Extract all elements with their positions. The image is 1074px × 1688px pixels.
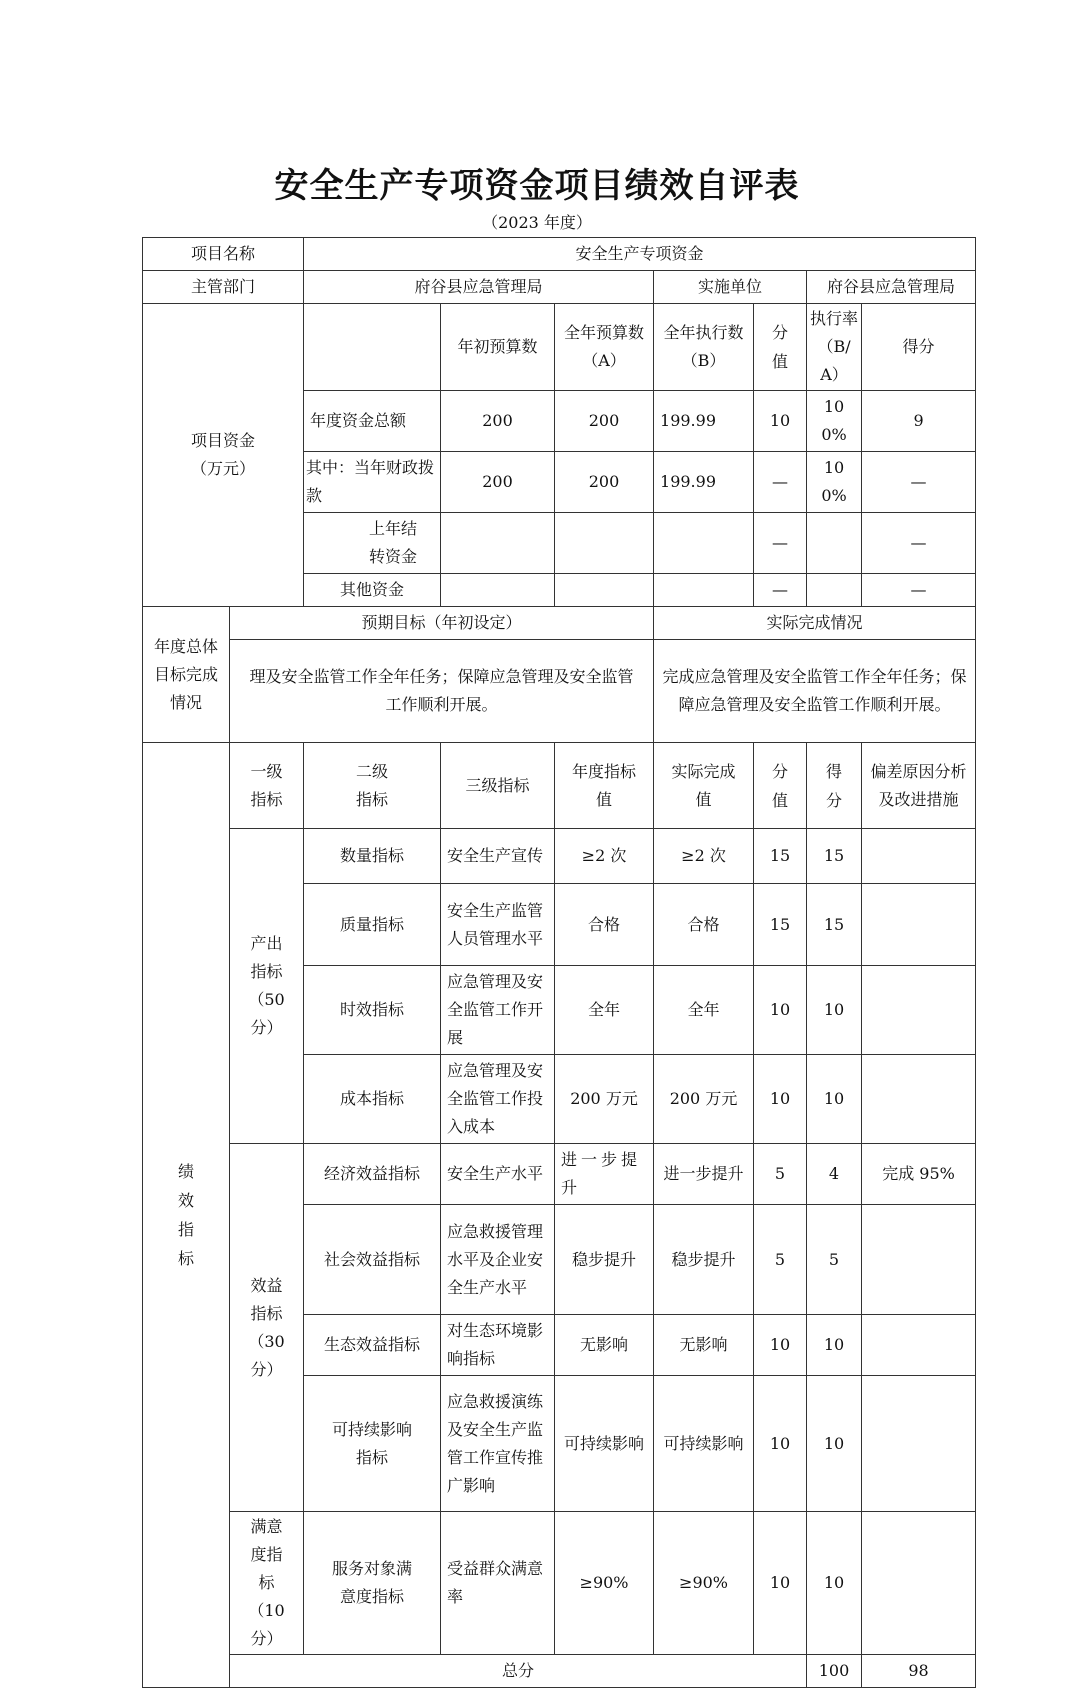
page-title: 安全生产专项资金项目绩效自评表	[274, 166, 800, 206]
perf-l3: 应急管理及安全监管工作开展	[441, 966, 555, 1055]
perf-score: 10	[807, 966, 862, 1055]
perf-actual: 稳步提升	[654, 1205, 754, 1315]
funds-cell: —	[754, 513, 807, 574]
perf-l2: 生态效益指标	[304, 1315, 441, 1376]
perf-weight: 10	[754, 1315, 807, 1376]
perf-actual: 无影响	[654, 1315, 754, 1376]
funds-header-score: 得分	[862, 304, 976, 391]
goals-label-text: 年度总体目标完成情况	[153, 636, 218, 712]
perf-note	[862, 884, 976, 966]
perf-weight: 15	[754, 884, 807, 966]
funds-header-rate: 执行率（B/A）	[807, 304, 862, 391]
dept-row	[143, 271, 976, 304]
perf-note	[862, 1205, 976, 1315]
perf-l3: 安全生产宣传	[441, 829, 555, 884]
goals-actual-header: 实际完成情况	[654, 607, 976, 640]
dept-value: 府谷县应急管理局	[304, 271, 654, 304]
goals-expected-text: 理及安全监管工作全年任务；保障应急管理及安全监管工作顺利开展。	[230, 640, 654, 743]
perf-group-satisfaction-text: 满意度指标（10分）	[248, 1517, 285, 1648]
funds-cell: 200	[441, 391, 555, 452]
perf-l3: 应急救援演练及安全生产监管工作宣传推广影响	[441, 1376, 555, 1512]
total-score: 98	[862, 1655, 976, 1688]
perf-row	[143, 1144, 976, 1205]
perf-header-l1-text: 一级指标	[250, 761, 283, 809]
funds-cell: 200	[441, 452, 555, 513]
perf-row	[143, 1512, 976, 1655]
perf-actual: 200 万元	[654, 1055, 754, 1144]
perf-header-l2-text: 二级指标	[356, 761, 389, 809]
funds-cell: 100%	[807, 391, 862, 452]
perf-target: 进一步提升	[555, 1144, 654, 1205]
perf-l2: 成本指标	[304, 1055, 441, 1144]
funds-cell	[807, 513, 862, 574]
perf-l2	[304, 1512, 441, 1655]
goals-header-row	[143, 607, 976, 640]
funds-cell: —	[862, 452, 976, 513]
perf-score: 10	[807, 1055, 862, 1144]
funds-label-text: 项目资金（万元）	[190, 431, 255, 478]
perf-target: 全年	[555, 966, 654, 1055]
perf-target: 稳步提升	[555, 1205, 654, 1315]
perf-note	[862, 966, 976, 1055]
perf-weight: 10	[754, 1512, 807, 1655]
perf-header-actual-text: 实际完成值	[671, 761, 736, 809]
funds-header-initial: 年初预算数	[441, 304, 555, 391]
funds-cell	[555, 574, 654, 607]
perf-target: 无影响	[555, 1315, 654, 1376]
perf-weight: 10	[754, 966, 807, 1055]
perf-note	[862, 829, 976, 884]
perf-header-target	[555, 743, 654, 829]
perf-actual: 可持续影响	[654, 1376, 754, 1512]
total-weight: 100	[807, 1655, 862, 1688]
self-evaluation-table	[142, 237, 976, 1688]
perf-l2-text: 可持续影响指标	[332, 1419, 413, 1467]
funds-cell	[555, 513, 654, 574]
funds-cell: 10	[754, 391, 807, 452]
goals-actual-text: 完成应急管理及安全监管工作全年任务；保障应急管理及安全监管工作顺利开展。	[654, 640, 976, 743]
total-row	[143, 1655, 976, 1688]
funds-cell: 199.99	[654, 391, 754, 452]
perf-actual: ≥2 次	[654, 829, 754, 884]
funds-header-weight-text: 分值	[772, 323, 789, 371]
perf-weight: 5	[754, 1205, 807, 1315]
perf-target: 可持续影响	[555, 1376, 654, 1512]
unit-value: 府谷县应急管理局	[807, 271, 976, 304]
perf-actual: ≥90%	[654, 1512, 754, 1655]
funds-cell	[807, 574, 862, 607]
funds-row-name: 年度资金总额	[304, 391, 441, 452]
perf-group-output	[230, 829, 304, 1144]
perf-l3: 应急救援管理水平及企业安全生产水平	[441, 1205, 555, 1315]
perf-actual: 合格	[654, 884, 754, 966]
project-name-label: 项目名称	[143, 238, 304, 271]
funds-cell	[654, 513, 754, 574]
dept-label: 主管部门	[143, 271, 304, 304]
perf-l2	[304, 1376, 441, 1512]
funds-cell: 9	[862, 391, 976, 452]
perf-header-weight	[754, 743, 807, 829]
perf-note	[862, 1315, 976, 1376]
funds-cell: —	[754, 574, 807, 607]
perf-header-l2	[304, 743, 441, 829]
funds-cell: 200	[555, 391, 654, 452]
perf-weight: 5	[754, 1144, 807, 1205]
perf-l2: 社会效益指标	[304, 1205, 441, 1315]
perf-group-benefit	[230, 1144, 304, 1512]
perf-weight: 10	[754, 1376, 807, 1512]
funds-cell: 200	[555, 452, 654, 513]
perf-score: 10	[807, 1512, 862, 1655]
funds-row-name: 其中：当年财政拨款	[304, 452, 441, 513]
funds-cell: —	[862, 574, 976, 607]
perf-target: 合格	[555, 884, 654, 966]
perf-header-note: 偏差原因分析及改进措施	[862, 743, 976, 829]
perf-header-score	[807, 743, 862, 829]
perf-l2: 质量指标	[304, 884, 441, 966]
perf-header-l1	[230, 743, 304, 829]
perf-target: ≥90%	[555, 1512, 654, 1655]
goals-expected-header: 预期目标（年初设定）	[230, 607, 654, 640]
perf-score: 4	[807, 1144, 862, 1205]
funds-header-row	[143, 304, 976, 391]
perf-header-l3: 三级指标	[441, 743, 555, 829]
perf-l3: 安全生产水平	[441, 1144, 555, 1205]
perf-score: 15	[807, 884, 862, 966]
funds-header-executed: 全年执行数（B）	[654, 304, 754, 391]
perf-note	[862, 1055, 976, 1144]
funds-cell	[654, 574, 754, 607]
perf-l2: 经济效益指标	[304, 1144, 441, 1205]
perf-header-score-text: 得分	[826, 761, 843, 810]
project-name-value: 安全生产专项资金	[304, 238, 976, 271]
perf-note: 完成 95%	[862, 1144, 976, 1205]
perf-header-row	[143, 743, 976, 829]
perf-l2: 数量指标	[304, 829, 441, 884]
perf-group-benefit-text: 效益指标（30分）	[248, 1275, 285, 1379]
funds-cell: 199.99	[654, 452, 754, 513]
perf-label	[143, 743, 230, 1688]
perf-weight: 10	[754, 1055, 807, 1144]
perf-l2: 时效指标	[304, 966, 441, 1055]
perf-group-satisfaction	[230, 1512, 304, 1655]
year-label: （2023 年度）	[482, 213, 592, 232]
unit-label: 实施单位	[654, 271, 807, 304]
funds-header-budget: 全年预算数（A）	[555, 304, 654, 391]
funds-header-blank	[304, 304, 441, 391]
goals-content-row	[143, 640, 976, 743]
project-name-row	[143, 238, 976, 271]
funds-cell: 100%	[807, 452, 862, 513]
perf-actual: 全年	[654, 966, 754, 1055]
perf-l3: 应急管理及安全监管工作投入成本	[441, 1055, 555, 1144]
perf-header-weight-text: 分值	[772, 761, 789, 810]
perf-l3: 受益群众满意率	[441, 1512, 555, 1655]
perf-l3: 对生态环境影响指标	[441, 1315, 555, 1376]
perf-target: ≥2 次	[555, 829, 654, 884]
perf-row	[143, 829, 976, 884]
funds-row-name-text: 上年结转资金	[369, 519, 418, 566]
funds-row-name	[304, 513, 441, 574]
funds-cell	[441, 574, 555, 607]
funds-header-weight	[754, 304, 807, 391]
perf-actual: 进一步提升	[654, 1144, 754, 1205]
perf-score: 10	[807, 1376, 862, 1512]
perf-note	[862, 1512, 976, 1655]
perf-note	[862, 1376, 976, 1512]
funds-cell: —	[862, 513, 976, 574]
goals-label	[143, 607, 230, 743]
perf-score: 15	[807, 829, 862, 884]
funds-row-name: 其他资金	[304, 574, 441, 607]
perf-group-output-text: 产出指标（50分）	[248, 934, 285, 1037]
funds-label	[143, 304, 304, 607]
perf-header-actual	[654, 743, 754, 829]
perf-score: 5	[807, 1205, 862, 1315]
perf-score: 10	[807, 1315, 862, 1376]
perf-header-target-text: 年度指标值	[572, 761, 637, 809]
funds-cell	[441, 513, 555, 574]
perf-l2-text: 服务对象满意度指标	[332, 1559, 413, 1606]
total-label: 总分	[230, 1655, 807, 1688]
perf-label-text: 绩效指标	[177, 1162, 194, 1268]
perf-l3: 安全生产监管人员管理水平	[441, 884, 555, 966]
perf-weight: 15	[754, 829, 807, 884]
funds-cell: —	[754, 452, 807, 513]
perf-target: 200 万元	[555, 1055, 654, 1144]
